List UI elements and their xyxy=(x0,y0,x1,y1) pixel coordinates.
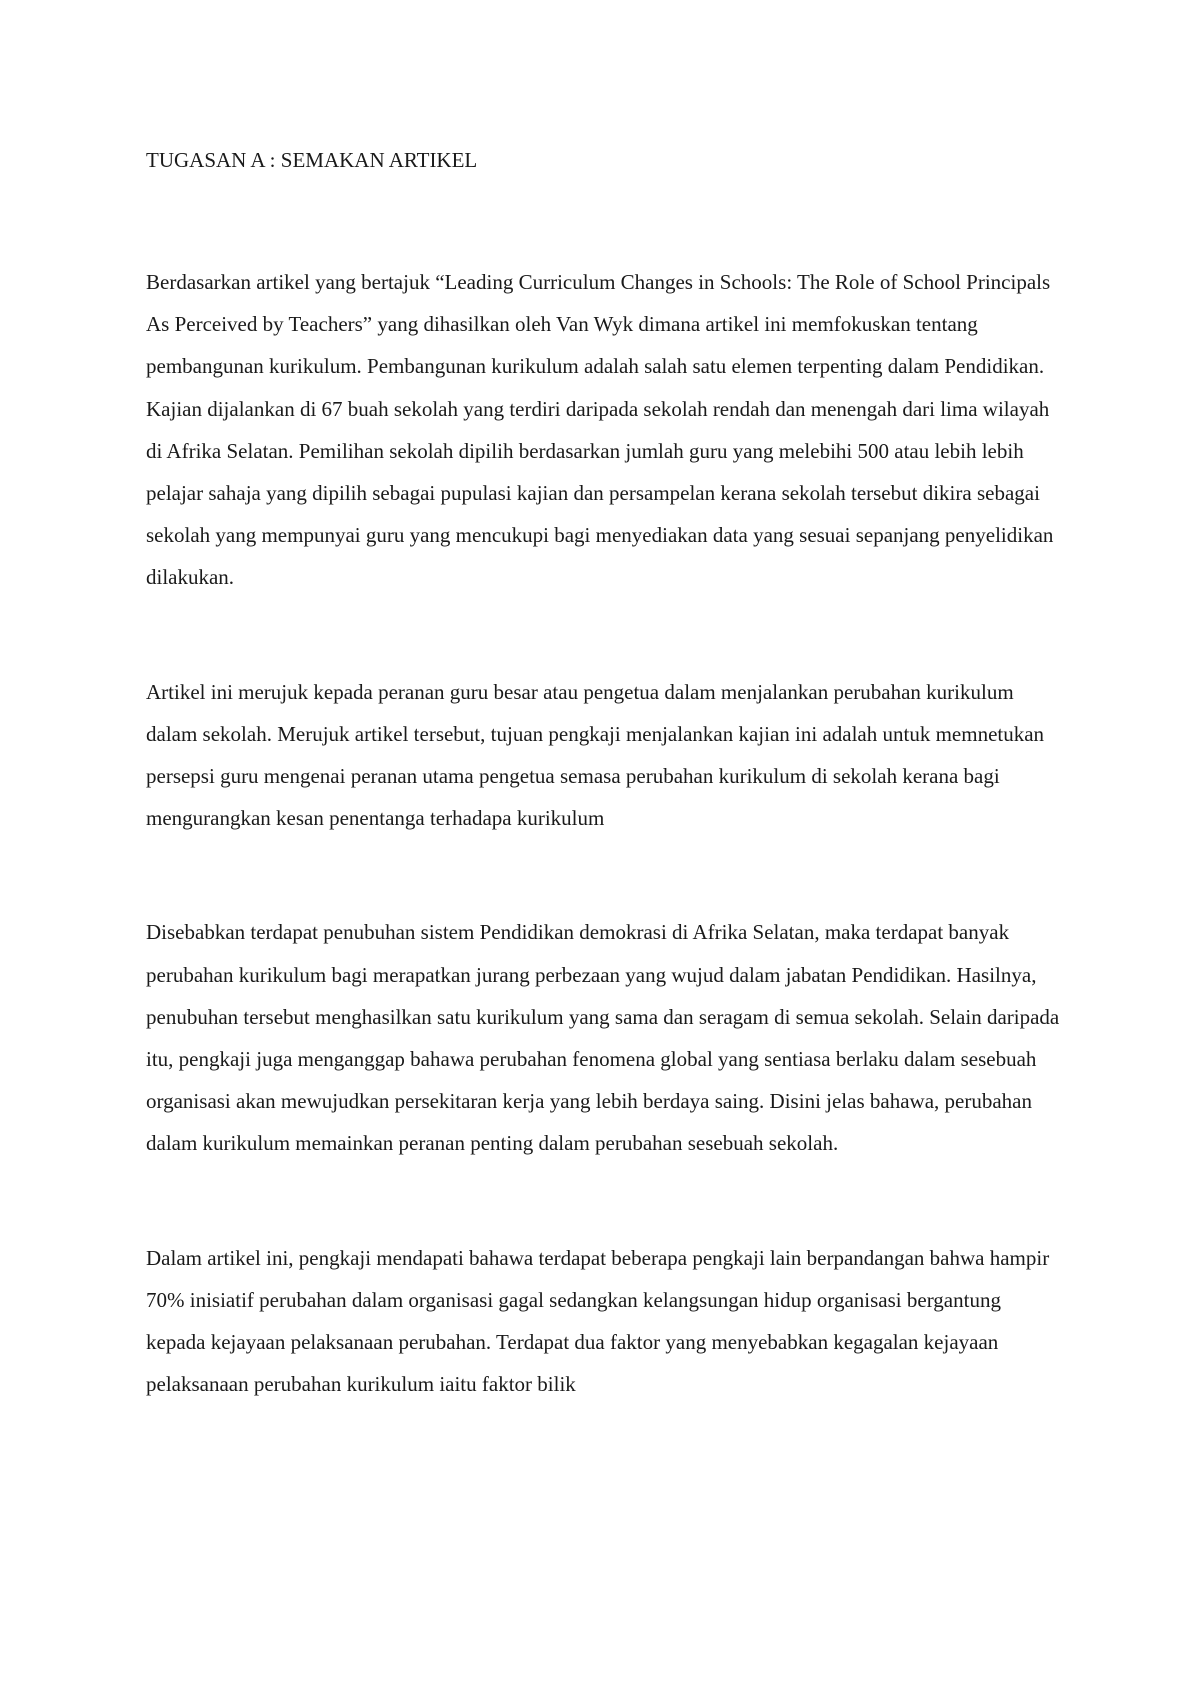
document-title: TUGASAN A : SEMAKAN ARTIKEL xyxy=(146,148,478,172)
document-body xyxy=(146,143,1061,1405)
paragraph-3: Disebabkan terdapat penubuhan sistem Pendidikan demokrasi di Afrika Selatan, maka terdapat banyak perubahan kurikulum bagi merapatkan jurang perbezaan yang wujud dalam jabatan Pendidikan. Hasilnya, penubuhan tersebut menghasilkan satu kurikulum yang sama dan seragam di semua sekolah. Selain daripada itu, pengkaji juga menganggap bahawa perubahan fenomena global yang sentiasa berlaku dalam sesebuah organisasi akan mewujudkan persekitaran kerja yang lebih berdaya saing. Disini jelas bahawa, perubahan dalam kurikulum memainkan peranan penting dalam perubahan sesebuah sekolah. xyxy=(146,920,1060,1156)
paragraph-1: Berdasarkan artikel yang bertajuk “Leading Curriculum Changes in Schools: The Role of School Principals As Perceived by Teachers” yang dihasilkan oleh Van Wyk dimana artikel ini memfokuskan tentang pembangunan kurikulum. Pembangunan kurikulum adalah salah satu elemen terpenting dalam Pendidikan. Kajian dijalankan di 67 buah sekolah yang terdiri daripada sekolah rendah dan menengah dari lima wilayah di Afrika Selatan. Pemilihan sekolah dipilih berdasarkan jumlah guru yang melebihi 500 atau lebih lebih pelajar sahaja yang dipilih sebagai pupulasi kajian dan persampelan kerana sekolah tersebut dikira sebagai sekolah yang mempunyai guru yang mencukupi bagi menyediakan data yang sesuai sepanjang penyelidikan dilakukan. xyxy=(146,270,1054,590)
paragraph-2: Artikel ini merujuk kepada peranan guru besar atau pengetua dalam menjalankan perubahan kurikulum dalam sekolah. Merujuk artikel tersebut, tujuan pengkaji menjalankan kajian ini adalah untuk memnetukan persepsi guru mengenai peranan utama pengetua semasa perubahan kurikulum di sekolah kerana bagi mengurangkan kesan penentanga terhadapa kurikulum xyxy=(146,679,1045,831)
paragraph-4: Dalam artikel ini, pengkaji mendapati bahawa terdapat beberapa pengkaji lain berpandangan bahwa hampir 70% inisiatif perubahan dalam organisasi gagal sedangkan kelangsungan hidup organisasi bergantung kepada kejayaan pelaksanaan perubahan. Terdapat dua faktor yang menyebabkan kegagalan kejayaan pelaksanaan perubahan kurikulum iaitu faktor bilik xyxy=(146,1245,1050,1397)
